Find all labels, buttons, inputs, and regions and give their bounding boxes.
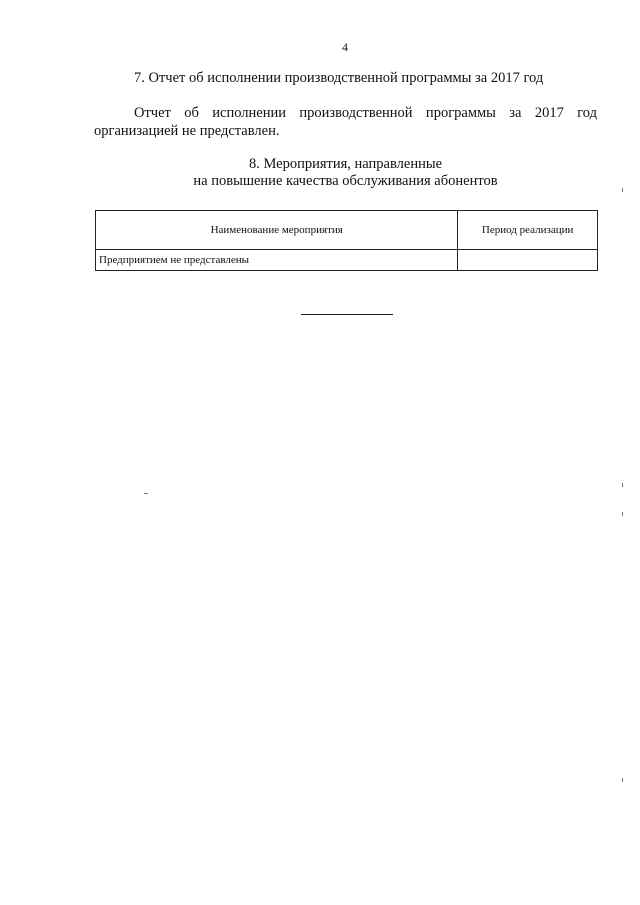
table-header-row xyxy=(96,211,598,250)
section-8-heading-line-1: 8. Мероприятия, направленные xyxy=(248,156,443,172)
column-header-measure-name: Наименование мероприятия xyxy=(96,211,458,250)
scan-artifact-mark xyxy=(622,483,623,487)
section-7-body: Отчет об исполнении производственной программы за 2017 год организацией не представлен. xyxy=(94,105,597,139)
page-number: 4 xyxy=(342,40,348,54)
end-of-document-rule xyxy=(301,314,393,315)
section-8-heading xyxy=(94,156,597,190)
measures-table xyxy=(95,210,598,271)
column-header-period: Период реализации xyxy=(458,211,598,250)
scan-artifact-mark xyxy=(622,512,623,516)
table-row xyxy=(96,250,598,271)
scan-artifact-mark xyxy=(144,493,148,494)
table-cell-period xyxy=(458,250,598,271)
section-7-heading: 7. Отчет об исполнении производственной программы за 2017 год xyxy=(134,70,544,86)
section-8-heading-line-2: на повышение качества обслуживания абонентов xyxy=(193,173,498,189)
scan-artifact-mark xyxy=(622,188,623,192)
scan-artifact-mark xyxy=(622,778,623,782)
table-cell-measure-name: Предприятием не представлены xyxy=(96,250,458,271)
